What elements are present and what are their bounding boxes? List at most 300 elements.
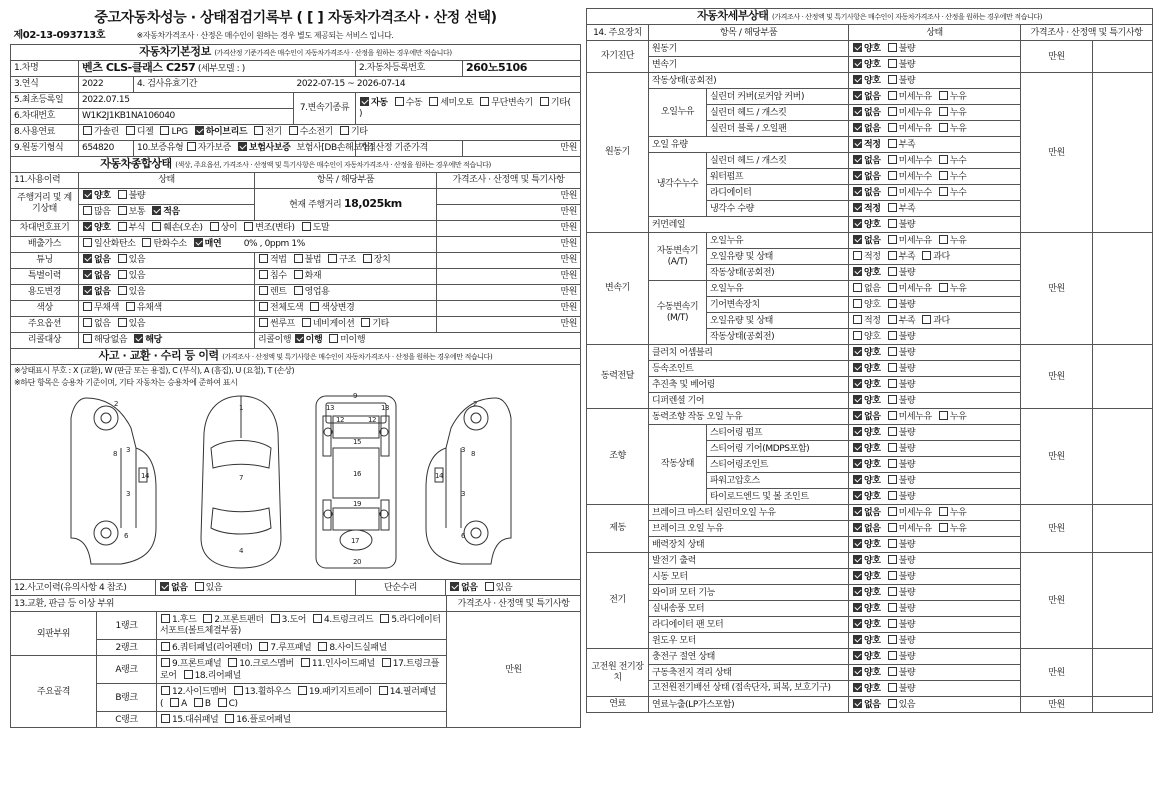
checkbox-icon[interactable] [853,219,862,228]
checkbox-option[interactable]: 일산화탄소 [82,239,135,249]
checkbox-icon[interactable] [853,155,862,164]
checkbox-option[interactable]: 수소전기 [288,127,333,137]
detail-status-options[interactable] [849,137,1021,153]
checkbox-icon[interactable] [310,302,319,311]
checkbox-option[interactable]: 없음 [449,583,478,593]
warranty-cell[interactable] [134,140,374,156]
checkbox-icon[interactable] [888,395,897,404]
checkbox-option[interactable]: 렌트 [258,287,287,297]
checkbox-icon[interactable] [195,126,204,135]
checkbox-option[interactable]: 유채색 [125,303,162,313]
detail-status-options[interactable] [849,553,1021,569]
checkbox-option[interactable]: 상이 [209,223,238,233]
checkbox-icon[interactable] [194,698,203,707]
checkbox-icon[interactable] [853,171,862,180]
checkbox-option[interactable]: 양호 [852,348,881,358]
checkbox-icon[interactable] [118,286,127,295]
checkbox-icon[interactable] [83,222,92,231]
checkbox-icon[interactable] [259,270,268,279]
checkbox-option[interactable]: 양호 [852,572,881,582]
checkbox-option[interactable]: 탄화수소 [141,239,186,249]
checkbox-icon[interactable] [853,235,862,244]
checkbox-option[interactable]: 14.필러패널 ( [160,686,437,709]
checkbox-icon[interactable] [888,235,897,244]
checkbox-icon[interactable] [161,686,170,695]
checkbox-option[interactable]: 불량 [887,620,916,630]
checkbox-icon[interactable] [853,539,862,548]
checkbox-option[interactable]: 없음 [82,255,111,265]
checkbox-option[interactable]: 미세누유 [887,524,932,534]
checkbox-option[interactable]: 불량 [887,652,916,662]
checkbox-icon[interactable] [395,97,404,106]
detail-status-options[interactable] [849,265,1021,281]
rankB-options[interactable] [157,684,447,712]
detail-status-options[interactable] [849,57,1021,73]
checkbox-option[interactable]: 있음 [484,583,513,593]
checkbox-icon[interactable] [888,523,897,532]
checkbox-icon[interactable] [888,555,897,564]
checkbox-option[interactable]: 불량 [887,428,916,438]
checkbox-icon[interactable] [853,123,862,132]
checkbox-option[interactable]: 불량 [887,636,916,646]
checkbox-icon[interactable] [888,651,897,660]
checkbox-option[interactable]: 무채색 [82,303,119,313]
checkbox-option[interactable]: 없음 [852,508,881,518]
checkbox-option[interactable]: 16.플로어패널 [224,715,291,725]
checkbox-icon[interactable] [888,667,897,676]
checkbox-option[interactable]: 양호 [852,60,881,70]
checkbox-icon[interactable] [161,642,170,651]
checkbox-icon[interactable] [888,203,897,212]
recall-options[interactable] [79,332,255,348]
checkbox-option[interactable]: 있음 [117,271,146,281]
checkbox-option[interactable]: 미세누유 [887,92,932,102]
checkbox-icon[interactable] [294,286,303,295]
detail-price-note[interactable] [1093,233,1153,345]
checkbox-option[interactable]: 불량 [887,396,916,406]
checkbox-option[interactable]: 양호 [852,268,881,278]
detail-status-options[interactable] [849,105,1021,121]
checkbox-option[interactable]: 기타 [339,127,368,137]
checkbox-icon[interactable] [83,206,92,215]
checkbox-icon[interactable] [161,714,170,723]
checkbox-icon[interactable] [888,443,897,452]
checkbox-icon[interactable] [187,142,196,151]
checkbox-option[interactable]: 2.프론트펜더 [202,615,263,625]
checkbox-option[interactable]: 없음 [852,124,881,134]
checkbox-option[interactable]: 미세누수 [887,188,932,198]
checkbox-icon[interactable] [289,126,298,135]
detail-status-options[interactable] [849,361,1021,377]
checkbox-icon[interactable] [160,126,169,135]
checkbox-icon[interactable] [853,395,862,404]
checkbox-option[interactable]: 불량 [887,300,916,310]
checkbox-icon[interactable] [194,238,203,247]
checkbox-option[interactable]: 부식 [117,223,146,233]
checkbox-icon[interactable] [939,235,948,244]
checkbox-icon[interactable] [888,427,897,436]
checkbox-option[interactable]: 불량 [887,572,916,582]
detail-status-options[interactable] [849,505,1021,521]
checkbox-icon[interactable] [939,171,948,180]
detail-status-options[interactable] [849,41,1021,57]
checkbox-option[interactable]: 적정 [852,140,881,150]
checkbox-option[interactable]: 도말 [301,223,330,233]
checkbox-option[interactable]: 없음 [82,319,111,329]
checkbox-option[interactable]: 15.대쉬패널 [160,715,218,725]
checkbox-icon[interactable] [259,642,268,651]
rank1-options[interactable] [157,612,447,640]
checkbox-icon[interactable] [83,254,92,263]
detail-status-options[interactable] [849,425,1021,441]
detail-price-note[interactable] [1093,409,1153,505]
checkbox-option[interactable]: B [193,699,211,709]
simple-repair-options[interactable] [446,580,581,596]
checkbox-icon[interactable] [853,139,862,148]
checkbox-icon[interactable] [152,222,161,231]
checkbox-option[interactable]: 가솔린 [82,127,119,137]
checkbox-icon[interactable] [429,97,438,106]
checkbox-icon[interactable] [118,270,127,279]
checkbox-icon[interactable] [83,286,92,295]
checkbox-option[interactable]: A [169,699,187,709]
checkbox-option[interactable]: 없음 [852,92,881,102]
checkbox-icon[interactable] [328,254,337,263]
detail-status-options[interactable] [849,201,1021,217]
checkbox-icon[interactable] [853,603,862,612]
checkbox-icon[interactable] [888,635,897,644]
checkbox-option[interactable]: 적정 [852,316,881,326]
checkbox-option[interactable]: 불량 [887,44,916,54]
summary-row-options[interactable] [79,252,255,268]
detail-status-options[interactable] [849,73,1021,89]
detail-status-options[interactable] [849,649,1021,665]
summary-row-items[interactable] [255,316,437,332]
checkbox-icon[interactable] [888,603,897,612]
checkbox-option[interactable]: 있음 [194,583,223,593]
checkbox-option[interactable]: 부족 [887,252,916,262]
checkbox-icon[interactable] [939,91,948,100]
checkbox-icon[interactable] [888,347,897,356]
checkbox-icon[interactable] [161,658,170,667]
checkbox-option[interactable]: 불량 [887,668,916,678]
checkbox-icon[interactable] [853,651,862,660]
checkbox-option[interactable]: 미세누유 [887,508,932,518]
checkbox-option[interactable]: 화재 [293,271,322,281]
checkbox-option[interactable]: 없음 [852,188,881,198]
detail-status-options[interactable] [849,473,1021,489]
checkbox-option[interactable]: 부족 [887,140,916,150]
checkbox-icon[interactable] [118,206,127,215]
checkbox-icon[interactable] [259,318,268,327]
checkbox-option[interactable]: 양호 [852,540,881,550]
checkbox-icon[interactable] [83,334,92,343]
checkbox-icon[interactable] [382,658,391,667]
checkbox-icon[interactable] [254,126,263,135]
warranty-options[interactable] [186,143,297,153]
fuel-options[interactable] [79,124,581,140]
checkbox-icon[interactable] [380,614,389,623]
checkbox-option[interactable]: 있음 [887,700,916,710]
checkbox-option[interactable]: 11.인사이드패널 [300,659,375,669]
checkbox-option[interactable]: 있음 [117,319,146,329]
checkbox-option[interactable]: 있음 [117,287,146,297]
checkbox-icon[interactable] [238,142,247,151]
rankC-options[interactable] [157,712,447,728]
checkbox-icon[interactable] [83,270,92,279]
checkbox-option[interactable]: 7.루프패널 [258,643,311,653]
checkbox-icon[interactable] [888,283,897,292]
checkbox-icon[interactable] [853,203,862,212]
checkbox-option[interactable]: 불량 [887,460,916,470]
checkbox-option[interactable]: 기타( ) [359,97,571,119]
checkbox-option[interactable]: 누유 [938,236,967,246]
checkbox-option[interactable]: 6.쿼터패널(리어펜더) [160,643,252,653]
checkbox-option[interactable]: 누유 [938,524,967,534]
detail-status-options[interactable] [849,393,1021,409]
detail-status-options[interactable] [849,89,1021,105]
detail-price-note[interactable] [1093,73,1153,233]
detail-status-options[interactable] [849,521,1021,537]
checkbox-icon[interactable] [939,411,948,420]
detail-status-options[interactable] [849,601,1021,617]
checkbox-icon[interactable] [83,318,92,327]
summary-row-items[interactable] [255,300,437,316]
checkbox-icon[interactable] [888,251,897,260]
transmission-options[interactable] [356,92,581,124]
checkbox-icon[interactable] [118,222,127,231]
checkbox-icon[interactable] [853,331,862,340]
checkbox-icon[interactable] [853,683,862,692]
detail-price-note[interactable] [1093,649,1153,697]
detail-price-note[interactable] [1093,505,1153,553]
detail-status-options[interactable] [849,617,1021,633]
checkbox-icon[interactable] [126,302,135,311]
checkbox-icon[interactable] [234,686,243,695]
checkbox-icon[interactable] [853,59,862,68]
checkbox-icon[interactable] [888,59,897,68]
checkbox-option[interactable]: 하이브리드 [194,127,247,137]
checkbox-option[interactable]: 양호 [852,620,881,630]
checkbox-option[interactable]: 없음 [852,700,881,710]
checkbox-option[interactable]: 양호 [852,460,881,470]
checkbox-option[interactable]: 자가보증 [186,143,231,153]
checkbox-icon[interactable] [853,411,862,420]
checkbox-icon[interactable] [939,123,948,132]
checkbox-option[interactable]: 적정 [852,204,881,214]
checkbox-icon[interactable] [888,571,897,580]
checkbox-option[interactable]: 디젤 [125,127,154,137]
checkbox-icon[interactable] [888,139,897,148]
detail-status-options[interactable] [849,297,1021,313]
checkbox-icon[interactable] [295,334,304,343]
checkbox-icon[interactable] [853,699,862,708]
checkbox-icon[interactable] [853,523,862,532]
checkbox-option[interactable]: 과다 [921,252,950,262]
detail-status-options[interactable] [849,441,1021,457]
recall-do-cell[interactable] [255,332,581,348]
checkbox-option[interactable]: 많음 [82,207,111,217]
checkbox-icon[interactable] [853,667,862,676]
checkbox-icon[interactable] [939,283,948,292]
checkbox-option[interactable]: 양호 [82,191,111,201]
checkbox-option[interactable]: 양호 [852,76,881,86]
checkbox-icon[interactable] [218,698,227,707]
checkbox-option[interactable]: 있음 [117,255,146,265]
detail-status-options[interactable] [849,457,1021,473]
checkbox-icon[interactable] [888,539,897,548]
checkbox-option[interactable]: 양호 [852,556,881,566]
checkbox-icon[interactable] [888,155,897,164]
summary-row-items[interactable] [255,284,437,300]
checkbox-icon[interactable] [853,347,862,356]
rank2-options[interactable] [157,640,447,656]
checkbox-option[interactable]: 전체도색 [258,303,303,313]
checkbox-option[interactable]: 보통 [117,207,146,217]
checkbox-option[interactable]: 장치 [362,255,391,265]
checkbox-icon[interactable] [939,507,948,516]
checkbox-icon[interactable] [939,523,948,532]
checkbox-option[interactable]: 양호 [852,220,881,230]
checkbox-option[interactable]: 12.사이드멤버 [160,687,227,697]
checkbox-option[interactable]: 없음 [852,412,881,422]
checkbox-option[interactable]: 누유 [938,412,967,422]
checkbox-option[interactable]: 무단변속기 [479,98,532,108]
checkbox-option[interactable]: 누유 [938,508,967,518]
checkbox-icon[interactable] [853,315,862,324]
checkbox-icon[interactable] [888,475,897,484]
checkbox-option[interactable]: 양호 [852,300,881,310]
checkbox-option[interactable]: 누유 [938,284,967,294]
checkbox-option[interactable]: 양호 [852,588,881,598]
accident-history-options[interactable] [156,580,356,596]
checkbox-icon[interactable] [853,491,862,500]
detail-status-options[interactable] [849,329,1021,345]
checkbox-icon[interactable] [134,334,143,343]
checkbox-icon[interactable] [210,222,219,231]
checkbox-icon[interactable] [363,254,372,263]
checkbox-option[interactable]: 미세누유 [887,236,932,246]
detail-status-options[interactable] [849,409,1021,425]
detail-price-note[interactable] [1093,41,1153,73]
checkbox-option[interactable]: 양호 [82,223,111,233]
checkbox-icon[interactable] [853,379,862,388]
gauge-options[interactable] [79,188,255,204]
checkbox-option[interactable]: 양호 [852,444,881,454]
checkbox-icon[interactable] [329,334,338,343]
checkbox-icon[interactable] [853,475,862,484]
checkbox-option[interactable]: 불량 [887,492,916,502]
checkbox-icon[interactable] [853,283,862,292]
summary-row-items[interactable] [255,252,437,268]
checkbox-option[interactable]: 양호 [852,668,881,678]
checkbox-option[interactable]: 13.휠하우스 [233,687,291,697]
checkbox-option[interactable]: 불량 [887,604,916,614]
checkbox-option[interactable]: 불량 [887,268,916,278]
checkbox-option[interactable]: 양호 [852,364,881,374]
checkbox-option[interactable]: 기타 [360,319,389,329]
checkbox-option[interactable]: C) [217,699,238,709]
checkbox-option[interactable]: 불량 [887,444,916,454]
checkbox-icon[interactable] [939,187,948,196]
checkbox-icon[interactable] [888,379,897,388]
checkbox-option[interactable]: 불량 [887,332,916,342]
checkbox-icon[interactable] [888,363,897,372]
checkbox-icon[interactable] [888,123,897,132]
checkbox-option[interactable]: 없음 [852,284,881,294]
detail-status-options[interactable] [849,665,1021,681]
checkbox-option[interactable]: 17.트렁크플로어 [160,658,440,681]
detail-status-options[interactable] [849,185,1021,201]
checkbox-option[interactable]: 불량 [887,380,916,390]
checkbox-option[interactable]: 부족 [887,204,916,214]
checkbox-option[interactable]: 불량 [887,476,916,486]
checkbox-icon[interactable] [118,254,127,263]
checkbox-icon[interactable] [853,267,862,276]
checkbox-option[interactable]: 전기 [253,127,282,137]
checkbox-icon[interactable] [888,331,897,340]
checkbox-option[interactable]: 해당 [133,335,162,345]
checkbox-option[interactable]: 9.프론트패널 [160,659,221,669]
checkbox-icon[interactable] [161,614,170,623]
checkbox-icon[interactable] [83,238,92,247]
checkbox-icon[interactable] [244,222,253,231]
detail-price-note[interactable] [1093,345,1153,409]
checkbox-icon[interactable] [225,714,234,723]
summary-row-options[interactable] [79,284,255,300]
checkbox-icon[interactable] [340,126,349,135]
checkbox-option[interactable]: 불량 [887,556,916,566]
checkbox-option[interactable]: 자동 [359,98,388,108]
checkbox-icon[interactable] [259,302,268,311]
checkbox-option[interactable]: 8.사이드실패널 [317,643,387,653]
checkbox-option[interactable]: 미이행 [328,335,365,345]
checkbox-option[interactable]: 5.라디에이터서포트(볼트체결부품) [160,615,441,636]
checkbox-option[interactable]: 썬루프 [258,319,295,329]
checkbox-option[interactable]: 불량 [117,191,146,201]
checkbox-option[interactable]: 양호 [852,44,881,54]
checkbox-icon[interactable] [228,658,237,667]
detail-status-options[interactable] [849,217,1021,233]
checkbox-icon[interactable] [888,75,897,84]
checkbox-icon[interactable] [853,635,862,644]
checkbox-option[interactable]: 해당없음 [82,335,127,345]
checkbox-option[interactable]: 없음 [852,156,881,166]
checkbox-icon[interactable] [298,686,307,695]
detail-status-options[interactable] [849,681,1021,697]
checkbox-icon[interactable] [853,75,862,84]
checkbox-option[interactable]: 부족 [887,316,916,326]
checkbox-option[interactable]: 네비게이션 [301,319,354,329]
detail-status-options[interactable] [849,281,1021,297]
checkbox-icon[interactable] [853,507,862,516]
checkbox-icon[interactable] [888,171,897,180]
checkbox-icon[interactable] [922,251,931,260]
checkbox-option[interactable]: 양호 [852,428,881,438]
checkbox-option[interactable]: 미세누유 [887,124,932,134]
checkbox-option[interactable]: 과다 [921,316,950,326]
checkbox-option[interactable]: 18.리어패널 [183,671,241,681]
checkbox-icon[interactable] [853,459,862,468]
checkbox-icon[interactable] [540,97,549,106]
checkbox-icon[interactable] [888,315,897,324]
checkbox-option[interactable]: 불량 [887,60,916,70]
checkbox-icon[interactable] [361,318,370,327]
checkbox-icon[interactable] [888,459,897,468]
checkbox-option[interactable]: 누유 [938,108,967,118]
checkbox-option[interactable]: 누유 [938,124,967,134]
detail-status-options[interactable] [849,585,1021,601]
